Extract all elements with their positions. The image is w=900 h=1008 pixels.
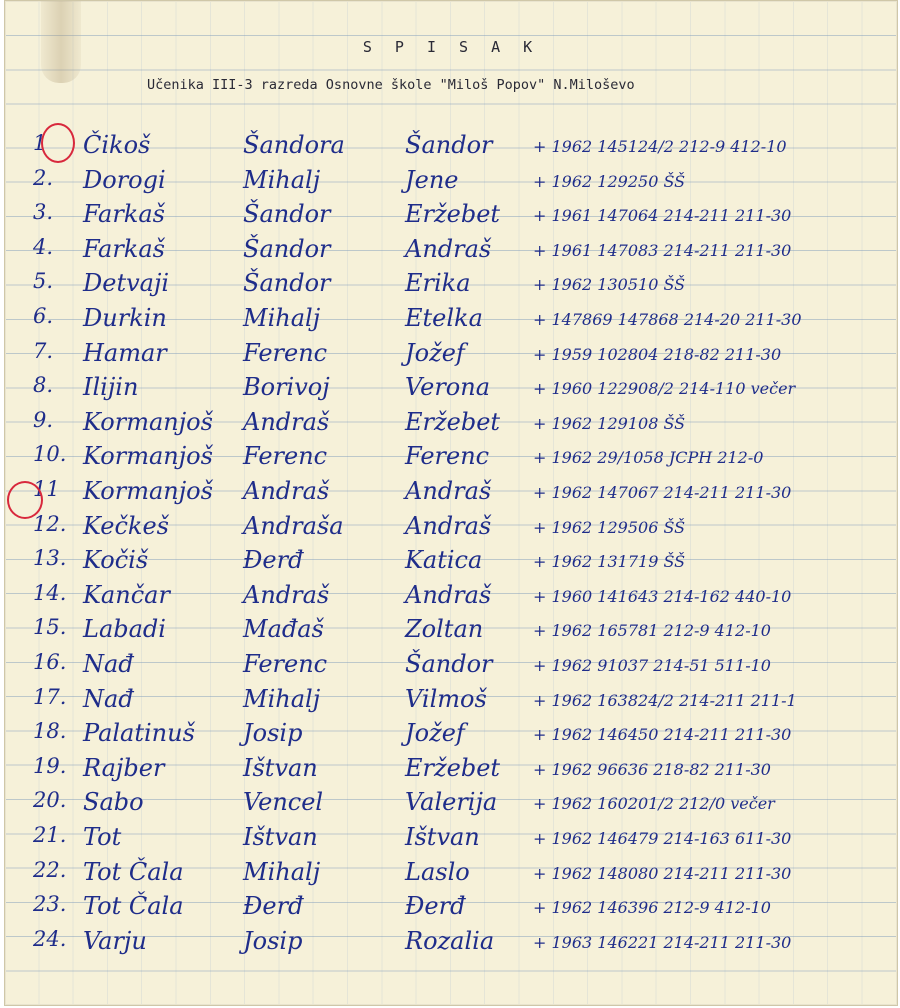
given-name: Mihalj <box>243 857 321 886</box>
parent-name: Eržebet <box>405 200 501 229</box>
given-name: Andraš <box>243 407 330 436</box>
row-number: 3. <box>33 200 54 225</box>
given-name: Ferenc <box>243 442 328 471</box>
parent-name: Eržebet <box>405 753 501 782</box>
row-number: 17. <box>33 684 67 709</box>
surname: Detvaji <box>83 269 170 298</box>
parent-name: Valerija <box>405 788 498 817</box>
parent-name: Eržebet <box>405 407 501 436</box>
parent-name: Jene <box>405 165 459 194</box>
record-details: + 1962 131719 ŠŠ <box>533 552 686 572</box>
parent-name: Šandor <box>405 650 493 678</box>
surname: Sabo <box>83 788 144 817</box>
parent-name: Rozalia <box>405 926 495 955</box>
parent-name: Jožef <box>405 719 465 748</box>
record-details: + 1959 102804 218-82 211-30 <box>533 344 782 364</box>
document-sheet <box>4 0 898 1006</box>
row-number: 6. <box>33 304 54 328</box>
given-name: Ferenc <box>243 650 328 678</box>
parent-name: Ferenc <box>405 442 490 471</box>
row-number: 5. <box>33 269 54 294</box>
given-name: Šandor <box>243 234 331 263</box>
red-circle-mark-11 <box>7 481 43 519</box>
record-details: + 1962 146479 214-163 611-30 <box>533 829 792 848</box>
given-name: Šandor <box>243 200 331 229</box>
record-details: + 1962 146396 212-9 412-10 <box>533 898 771 918</box>
record-details: + 1962 145124/2 212-9 412-10 <box>533 137 787 156</box>
list-row <box>5 512 897 546</box>
parent-name: Andraš <box>405 477 492 505</box>
record-details: + 1962 165781 212-9 412-10 <box>533 621 771 641</box>
surname: Farkaš <box>83 234 165 263</box>
row-number: 18. <box>33 719 67 744</box>
parent-name: Đerđ <box>405 892 466 921</box>
document-title: S P I S A K <box>362 38 540 56</box>
row-number: 23. <box>33 892 67 917</box>
surname: Nađ <box>83 684 134 713</box>
surname: Labadi <box>83 615 166 644</box>
record-details: + 1962 96636 218-82 211-30 <box>533 759 771 779</box>
row-number: 1 <box>33 131 47 155</box>
given-name: Mihalj <box>243 165 321 194</box>
red-circle-mark-1 <box>41 123 75 163</box>
row-number: 15. <box>33 615 67 640</box>
record-details: + 1962 163824/2 214-211 211-1 <box>533 690 797 710</box>
record-details: + 1963 146221 214-211 211-30 <box>533 932 792 952</box>
given-name: Andraš <box>243 580 330 609</box>
parent-name: Laslo <box>405 857 470 886</box>
list-row <box>5 200 897 234</box>
record-details: + 1962 29/1058 JCPH 212-0 <box>533 448 764 468</box>
parent-name: Etelka <box>405 304 483 332</box>
record-details: + 1961 147064 214-211 211-30 <box>533 206 792 226</box>
given-name: Mađaš <box>243 615 324 644</box>
surname: Rajber <box>83 753 165 782</box>
surname: Čikoš <box>83 131 151 159</box>
parent-name: Katica <box>405 546 483 575</box>
list-row <box>5 269 897 303</box>
list-row <box>5 892 897 926</box>
given-name: Ištvan <box>243 753 318 782</box>
list-row <box>5 719 897 753</box>
record-details: + 1962 130510 ŠŠ <box>533 275 686 295</box>
surname: Durkin <box>83 304 167 332</box>
surname: Nađ <box>83 650 134 678</box>
list-row <box>5 788 897 822</box>
surname: Farkaš <box>83 200 165 229</box>
row-number: 19. <box>33 753 67 778</box>
parent-name: Andraš <box>405 234 492 263</box>
row-number: 10. <box>33 442 67 467</box>
record-details: + 1962 160201/2 212/0 večer <box>533 794 775 814</box>
given-name: Mihalj <box>243 684 321 713</box>
list-row <box>5 166 897 200</box>
record-details: + 147869 147868 214-20 211-30 <box>533 310 802 329</box>
surname: Kormanjoš <box>83 442 213 471</box>
list-row <box>5 339 897 373</box>
list-row <box>5 235 897 269</box>
surname: Tot <box>83 823 122 851</box>
surname: Kormanjoš <box>83 407 213 436</box>
row-number: 7. <box>33 338 54 363</box>
parent-name: Jožef <box>405 338 465 367</box>
row-number: 4. <box>33 234 54 259</box>
parent-name: Zoltan <box>405 615 484 644</box>
given-name: Andraš <box>243 477 330 505</box>
parent-name: Erika <box>405 269 471 298</box>
surname: Varju <box>83 926 147 955</box>
given-name: Borivoj <box>243 373 330 402</box>
record-details: + 1960 141643 214-162 440-10 <box>533 586 792 606</box>
row-number: 14. <box>33 580 67 605</box>
list-row <box>5 823 897 857</box>
row-number: 16. <box>33 650 67 674</box>
list-row <box>5 685 897 719</box>
parent-name: Verona <box>405 373 491 402</box>
given-name: Šandor <box>243 269 331 298</box>
given-name: Andraša <box>243 511 344 540</box>
row-number: 9. <box>33 407 54 432</box>
parent-name: Andraš <box>405 580 492 609</box>
record-details: + 1960 122908/2 214-110 večer <box>533 379 796 399</box>
document-subtitle: Učenika III-3 razreda Osnovne škole "Miloš Popov" N.Miloševo <box>147 77 635 93</box>
parent-name: Vilmoš <box>405 684 487 713</box>
given-name: Šandora <box>243 131 345 159</box>
row-number: 13. <box>33 546 67 571</box>
row-number: 24. <box>33 926 67 951</box>
row-number: 12. <box>33 511 67 536</box>
record-details: + 1961 147083 214-211 211-30 <box>533 240 792 260</box>
surname: Kočiš <box>83 546 149 575</box>
record-details: + 1962 91037 214-51 511-10 <box>533 656 771 675</box>
record-details: + 1962 147067 214-211 211-30 <box>533 483 792 502</box>
surname: Kormanjoš <box>83 477 213 505</box>
row-number: 22. <box>33 857 67 882</box>
row-number: 8. <box>33 373 54 398</box>
list-row <box>5 131 897 165</box>
surname: Dorogi <box>83 165 166 194</box>
row-number: 20. <box>33 788 67 813</box>
parent-name: Ištvan <box>405 823 480 851</box>
surname: Kančar <box>83 580 170 609</box>
list-row <box>5 546 897 580</box>
list-row <box>5 581 897 615</box>
record-details: + 1962 129108 ŠŠ <box>533 413 686 433</box>
surname: Tot Čala <box>83 857 184 886</box>
record-details: + 1962 148080 214-211 211-30 <box>533 863 792 883</box>
given-name: Mihalj <box>243 304 321 332</box>
list-row <box>5 304 897 338</box>
given-name: Josip <box>243 719 303 748</box>
surname: Tot Čala <box>83 892 184 921</box>
given-name: Đerđ <box>243 546 304 575</box>
parent-name: Andraš <box>405 511 492 540</box>
list-row <box>5 408 897 442</box>
row-number: 11 <box>33 477 60 501</box>
record-details: + 1962 129506 ŠŠ <box>533 517 686 537</box>
record-details: + 1962 146450 214-211 211-30 <box>533 725 792 745</box>
list-row <box>5 477 897 511</box>
parent-name: Šandor <box>405 131 493 159</box>
list-row <box>5 442 897 476</box>
given-name: Ištvan <box>243 823 318 851</box>
list-row <box>5 650 897 684</box>
surname: Ilijin <box>83 373 139 402</box>
list-row <box>5 754 897 788</box>
given-name: Vencel <box>243 788 324 817</box>
record-details: + 1962 129250 ŠŠ <box>533 171 686 191</box>
given-name: Ferenc <box>243 338 328 367</box>
list-row <box>5 858 897 892</box>
row-number: 21. <box>33 823 67 847</box>
list-row <box>5 927 897 961</box>
given-name: Đerđ <box>243 892 304 921</box>
surname: Kečkeš <box>83 511 169 540</box>
surname: Palatinuš <box>83 719 195 748</box>
list-row <box>5 373 897 407</box>
list-row <box>5 615 897 649</box>
given-name: Josip <box>243 926 303 955</box>
row-number: 2. <box>33 165 54 190</box>
surname: Hamar <box>83 338 167 367</box>
